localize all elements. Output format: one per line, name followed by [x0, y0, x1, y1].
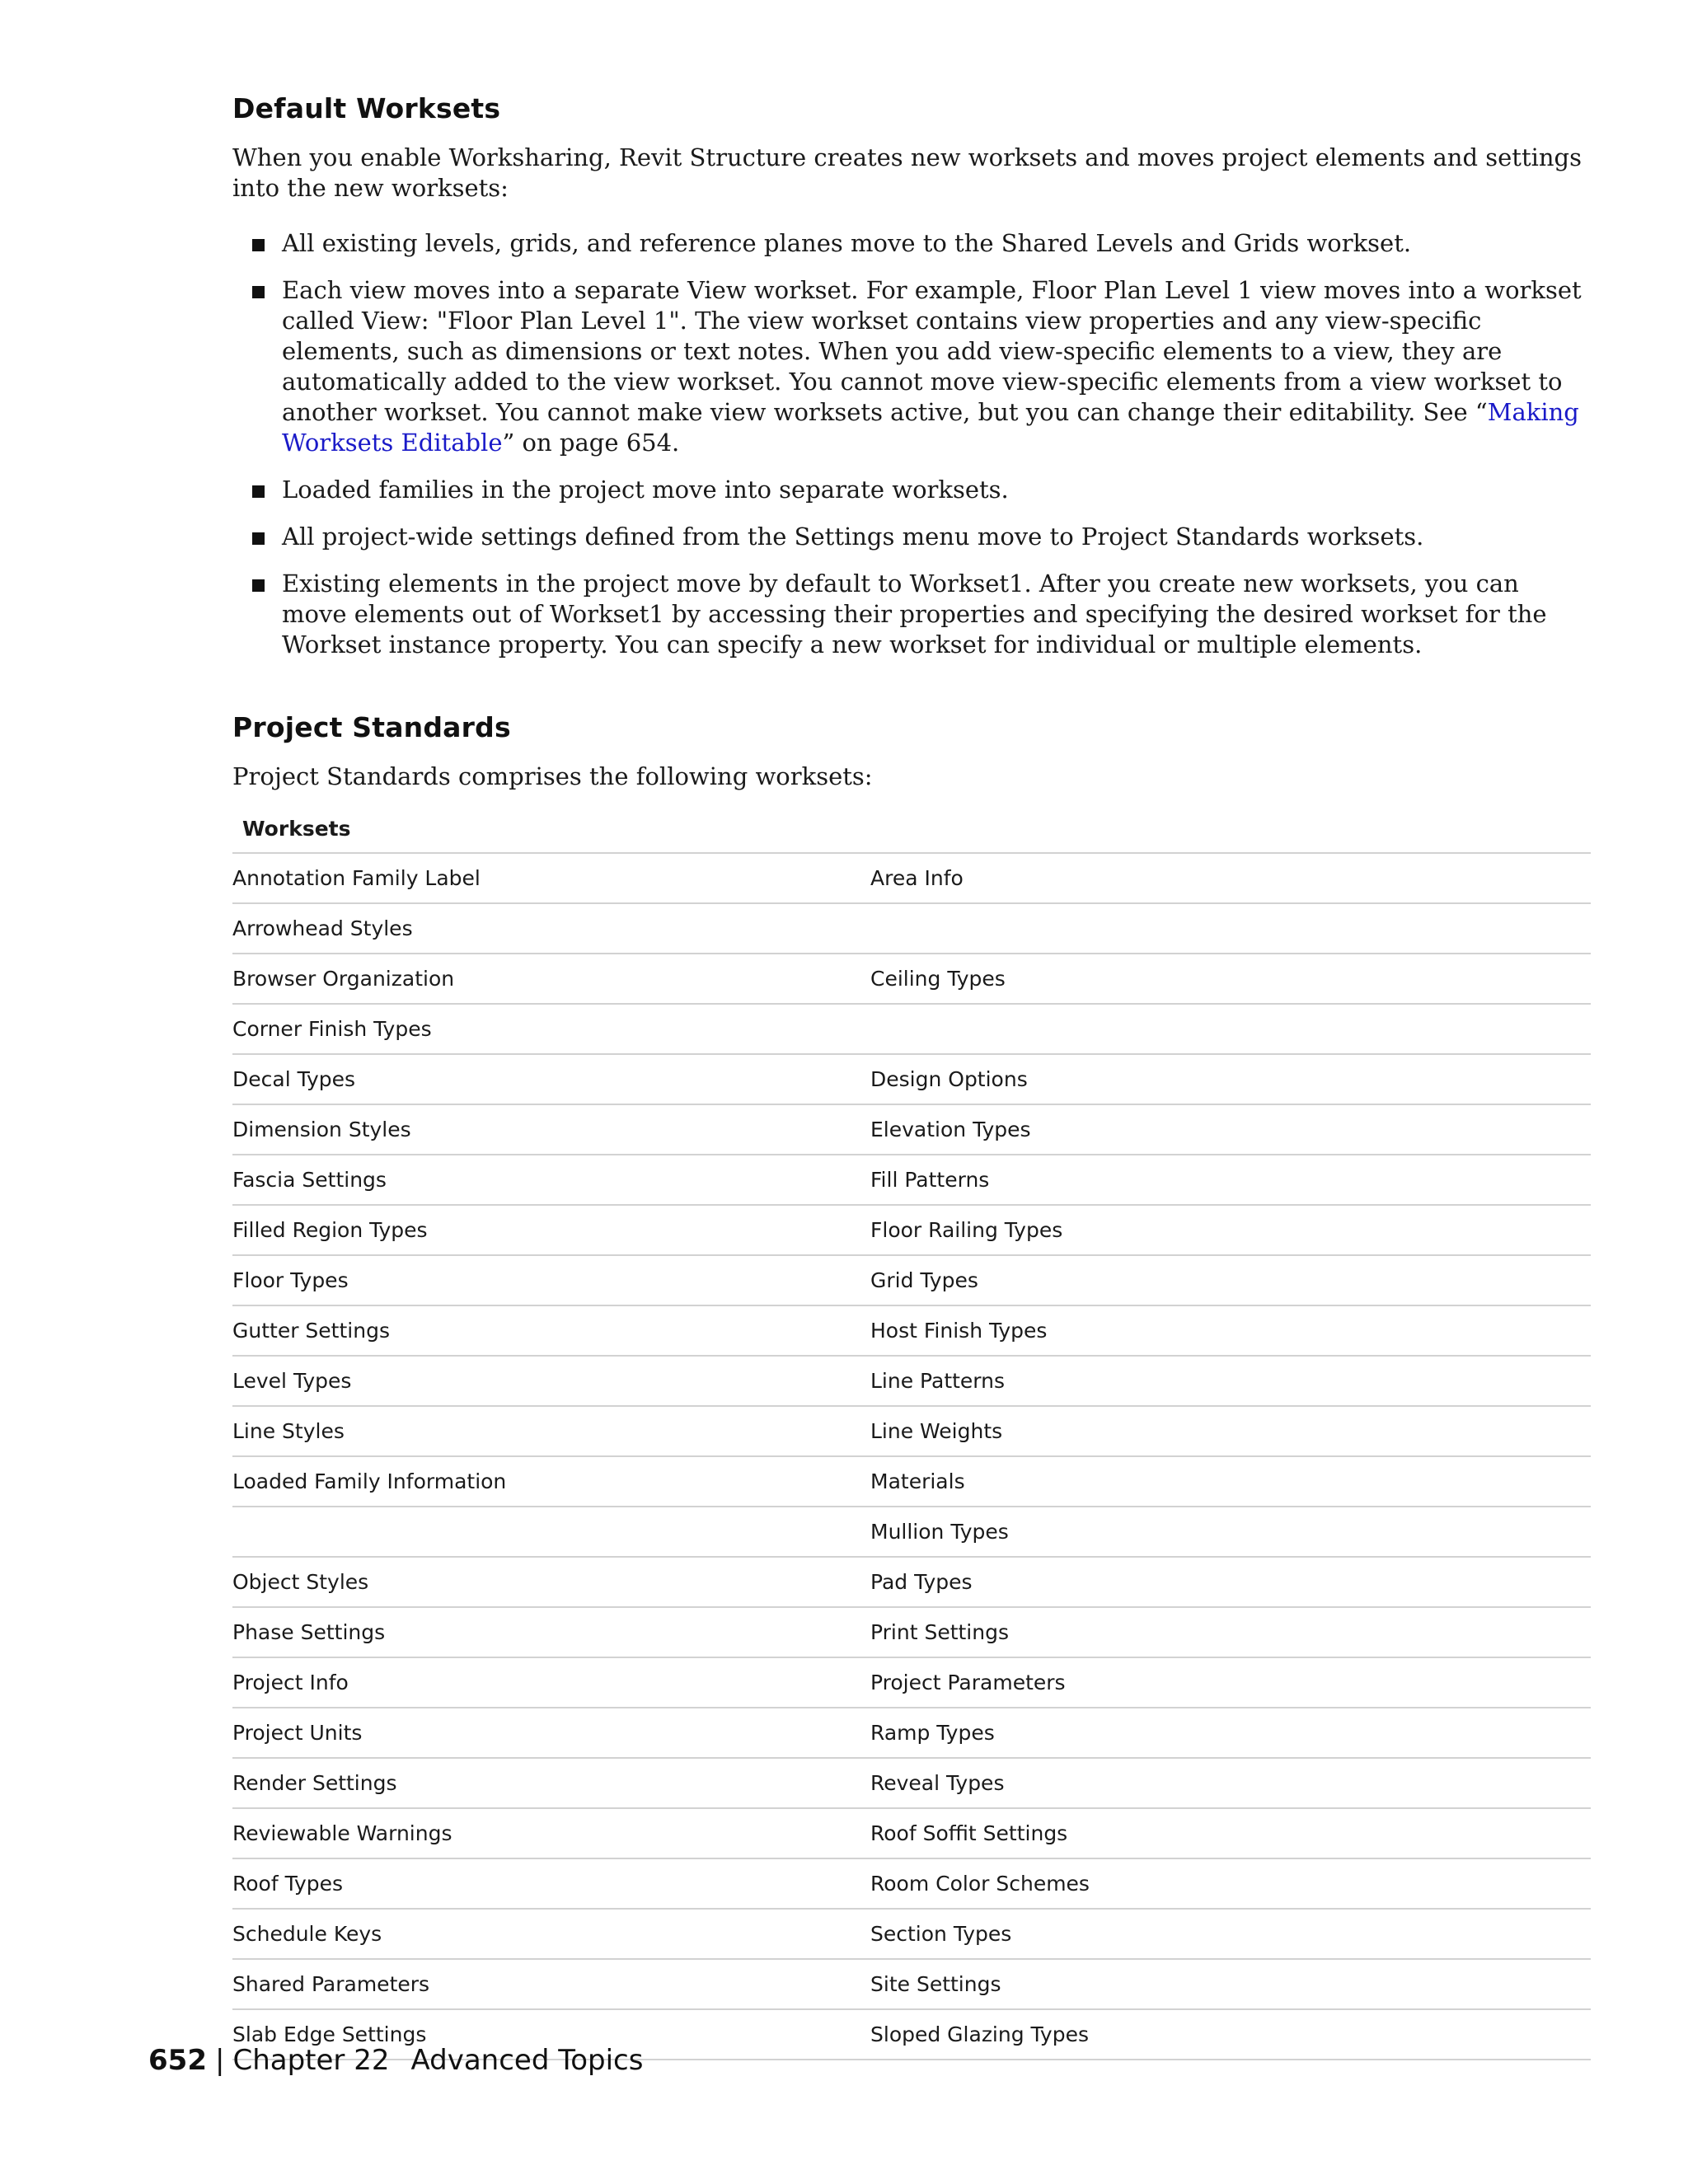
table-cell-left: Slab Edge Settings — [232, 2022, 427, 2046]
table-row — [232, 1457, 1591, 1507]
table-row — [232, 1708, 1591, 1759]
page-content — [232, 92, 1591, 2060]
table-row — [232, 1256, 1591, 1306]
table-cell-left: Corner Finish Types — [232, 1017, 432, 1041]
table-cell-left: Line Styles — [232, 1419, 345, 1443]
table-cell-right: Fill Patterns — [870, 1168, 990, 1192]
list-item-text: All project-wide settings defined from the Settings menu move to Project Standards worksets. — [282, 523, 1424, 551]
table-row — [232, 1105, 1591, 1155]
table-cell-left: Filled Region Types — [232, 1218, 428, 1242]
square-bullet-icon — [252, 485, 265, 498]
section-title-project-standards: Project Standards — [232, 711, 511, 743]
table-cell-right: Host Finish Types — [870, 1319, 1048, 1343]
square-bullet-icon — [252, 579, 265, 592]
table-cell-right: Roof Soffit Settings — [870, 1821, 1068, 1845]
footer-separator: | — [214, 2044, 225, 2077]
table-row — [232, 1206, 1591, 1256]
footer-topic: Advanced Topics — [410, 2044, 644, 2077]
table-row — [232, 1960, 1591, 2010]
table-row — [232, 854, 1591, 904]
table-cell-right: Print Settings — [870, 1620, 1009, 1644]
table-cell-right: Reveal Types — [870, 1771, 1005, 1795]
table-row — [232, 1759, 1591, 1809]
table-cell-left: Dimension Styles — [232, 1118, 411, 1141]
square-bullet-icon — [252, 532, 265, 545]
table-cell-left: Reviewable Warnings — [232, 1821, 452, 1845]
making-worksets-editable-link[interactable]: Making Worksets Editable — [282, 398, 1579, 457]
table-cell-left: Render Settings — [232, 1771, 397, 1795]
list-item-text-tail: ” on page 654. — [502, 429, 680, 457]
table-cell-right: Ceiling Types — [870, 967, 1006, 991]
list-item — [232, 475, 1591, 505]
table-body — [232, 854, 1591, 2060]
table-cell-right: Line Weights — [870, 1419, 1003, 1443]
table-row — [232, 954, 1591, 1005]
table-cell-left: Decal Types — [232, 1067, 356, 1091]
table-cell-left: Floor Types — [232, 1268, 349, 1292]
table-row — [232, 1005, 1591, 1055]
table-row — [232, 1155, 1591, 1206]
list-item — [232, 275, 1591, 458]
page-number: 652 — [148, 2044, 207, 2077]
table-row — [232, 1407, 1591, 1457]
table-cell-right: Area Info — [870, 866, 964, 890]
table-cell-left: Level Types — [232, 1369, 352, 1393]
project-standards-intro: Project Standards comprises the following worksets: — [232, 762, 873, 790]
table-cell-right: Ramp Types — [870, 1721, 995, 1745]
list-item-text: Loaded families in the project move into separate worksets. — [282, 476, 1009, 504]
list-item-text: Existing elements in the project move by default to Workset1. After you create new worksets, you can move elements out of Workset1 by accessing their properties and specifying the desired workset for the Workset instance property. You can specify a new workset for individual or multiple elements. — [282, 569, 1547, 658]
table-row — [232, 1306, 1591, 1357]
table-row — [232, 1507, 1591, 1558]
table-row — [232, 1809, 1591, 1859]
list-item — [232, 522, 1591, 552]
table-row — [232, 1658, 1591, 1708]
table-cell-left: Annotation Family Label — [232, 866, 481, 890]
table-cell-right: Room Color Schemes — [870, 1872, 1090, 1896]
table-cell-left: Loaded Family Information — [232, 1469, 507, 1493]
default-worksets-list — [232, 228, 1591, 660]
table-cell-left: Gutter Settings — [232, 1319, 390, 1343]
list-item-text: Each view moves into a separate View workset. For example, Floor Plan Level 1 view moves into a workset called View: "Floor Plan Level 1". The view workset contains view properties and any view-specific elements, such as dimensions or text notes. When you add view-specific elements to a view, they are automatically added to the view workset. You cannot move view-specific elements from a view workset to another workset. You cannot make view worksets active, but you can change their editability. See “ — [282, 276, 1582, 426]
table-cell-right: Materials — [870, 1469, 965, 1493]
table-cell-right: Design Options — [870, 1067, 1028, 1091]
table-cell-right: Project Parameters — [870, 1671, 1066, 1694]
list-item-text: All existing levels, grids, and reference planes move to the Shared Levels and Grids workset. — [282, 229, 1412, 257]
square-bullet-icon — [252, 286, 265, 298]
table-cell-right: Pad Types — [870, 1570, 973, 1594]
section-title-default-worksets: Default Worksets — [232, 92, 501, 124]
table-cell-left: Object Styles — [232, 1570, 369, 1594]
table-cell-right: Line Patterns — [870, 1369, 1006, 1393]
table-cell-right: Site Settings — [870, 1972, 1001, 1996]
table-cell-left: Phase Settings — [232, 1620, 386, 1644]
table-row — [232, 904, 1591, 954]
table-cell-right: Floor Railing Types — [870, 1218, 1063, 1242]
table-cell-right: Elevation Types — [870, 1118, 1031, 1141]
table-cell-left: Shared Parameters — [232, 1972, 430, 1996]
table-row — [232, 1910, 1591, 1960]
table-row — [232, 1608, 1591, 1658]
table-row — [232, 1859, 1591, 1910]
footer-chapter: Chapter 22 — [232, 2044, 390, 2077]
table-cell-left: Project Info — [232, 1671, 349, 1694]
table-cell-left: Roof Types — [232, 1872, 344, 1896]
table-cell-right: Mullion Types — [870, 1520, 1009, 1544]
table-cell-right: Section Types — [870, 1922, 1012, 1946]
table-cell-left: Browser Organization — [232, 967, 455, 991]
worksets-table — [232, 817, 1591, 2060]
table-row — [232, 1558, 1591, 1608]
table-cell-left: Fascia Settings — [232, 1168, 387, 1192]
table-header-worksets: Worksets — [232, 817, 1591, 854]
table-cell-left: Schedule Keys — [232, 1922, 382, 1946]
table-cell-right: Sloped Glazing Types — [870, 2022, 1089, 2046]
page-footer — [148, 2044, 643, 2077]
table-cell-left: Project Units — [232, 1721, 363, 1745]
table-row — [232, 1055, 1591, 1105]
list-item — [232, 569, 1591, 660]
square-bullet-icon — [252, 239, 265, 251]
table-row — [232, 1357, 1591, 1407]
table-cell-left: Arrowhead Styles — [232, 916, 413, 940]
list-item — [232, 228, 1591, 259]
default-worksets-intro: When you enable Worksharing, Revit Structure creates new worksets and moves project elements and settings into the new worksets: — [232, 143, 1582, 202]
table-cell-right: Grid Types — [870, 1268, 978, 1292]
